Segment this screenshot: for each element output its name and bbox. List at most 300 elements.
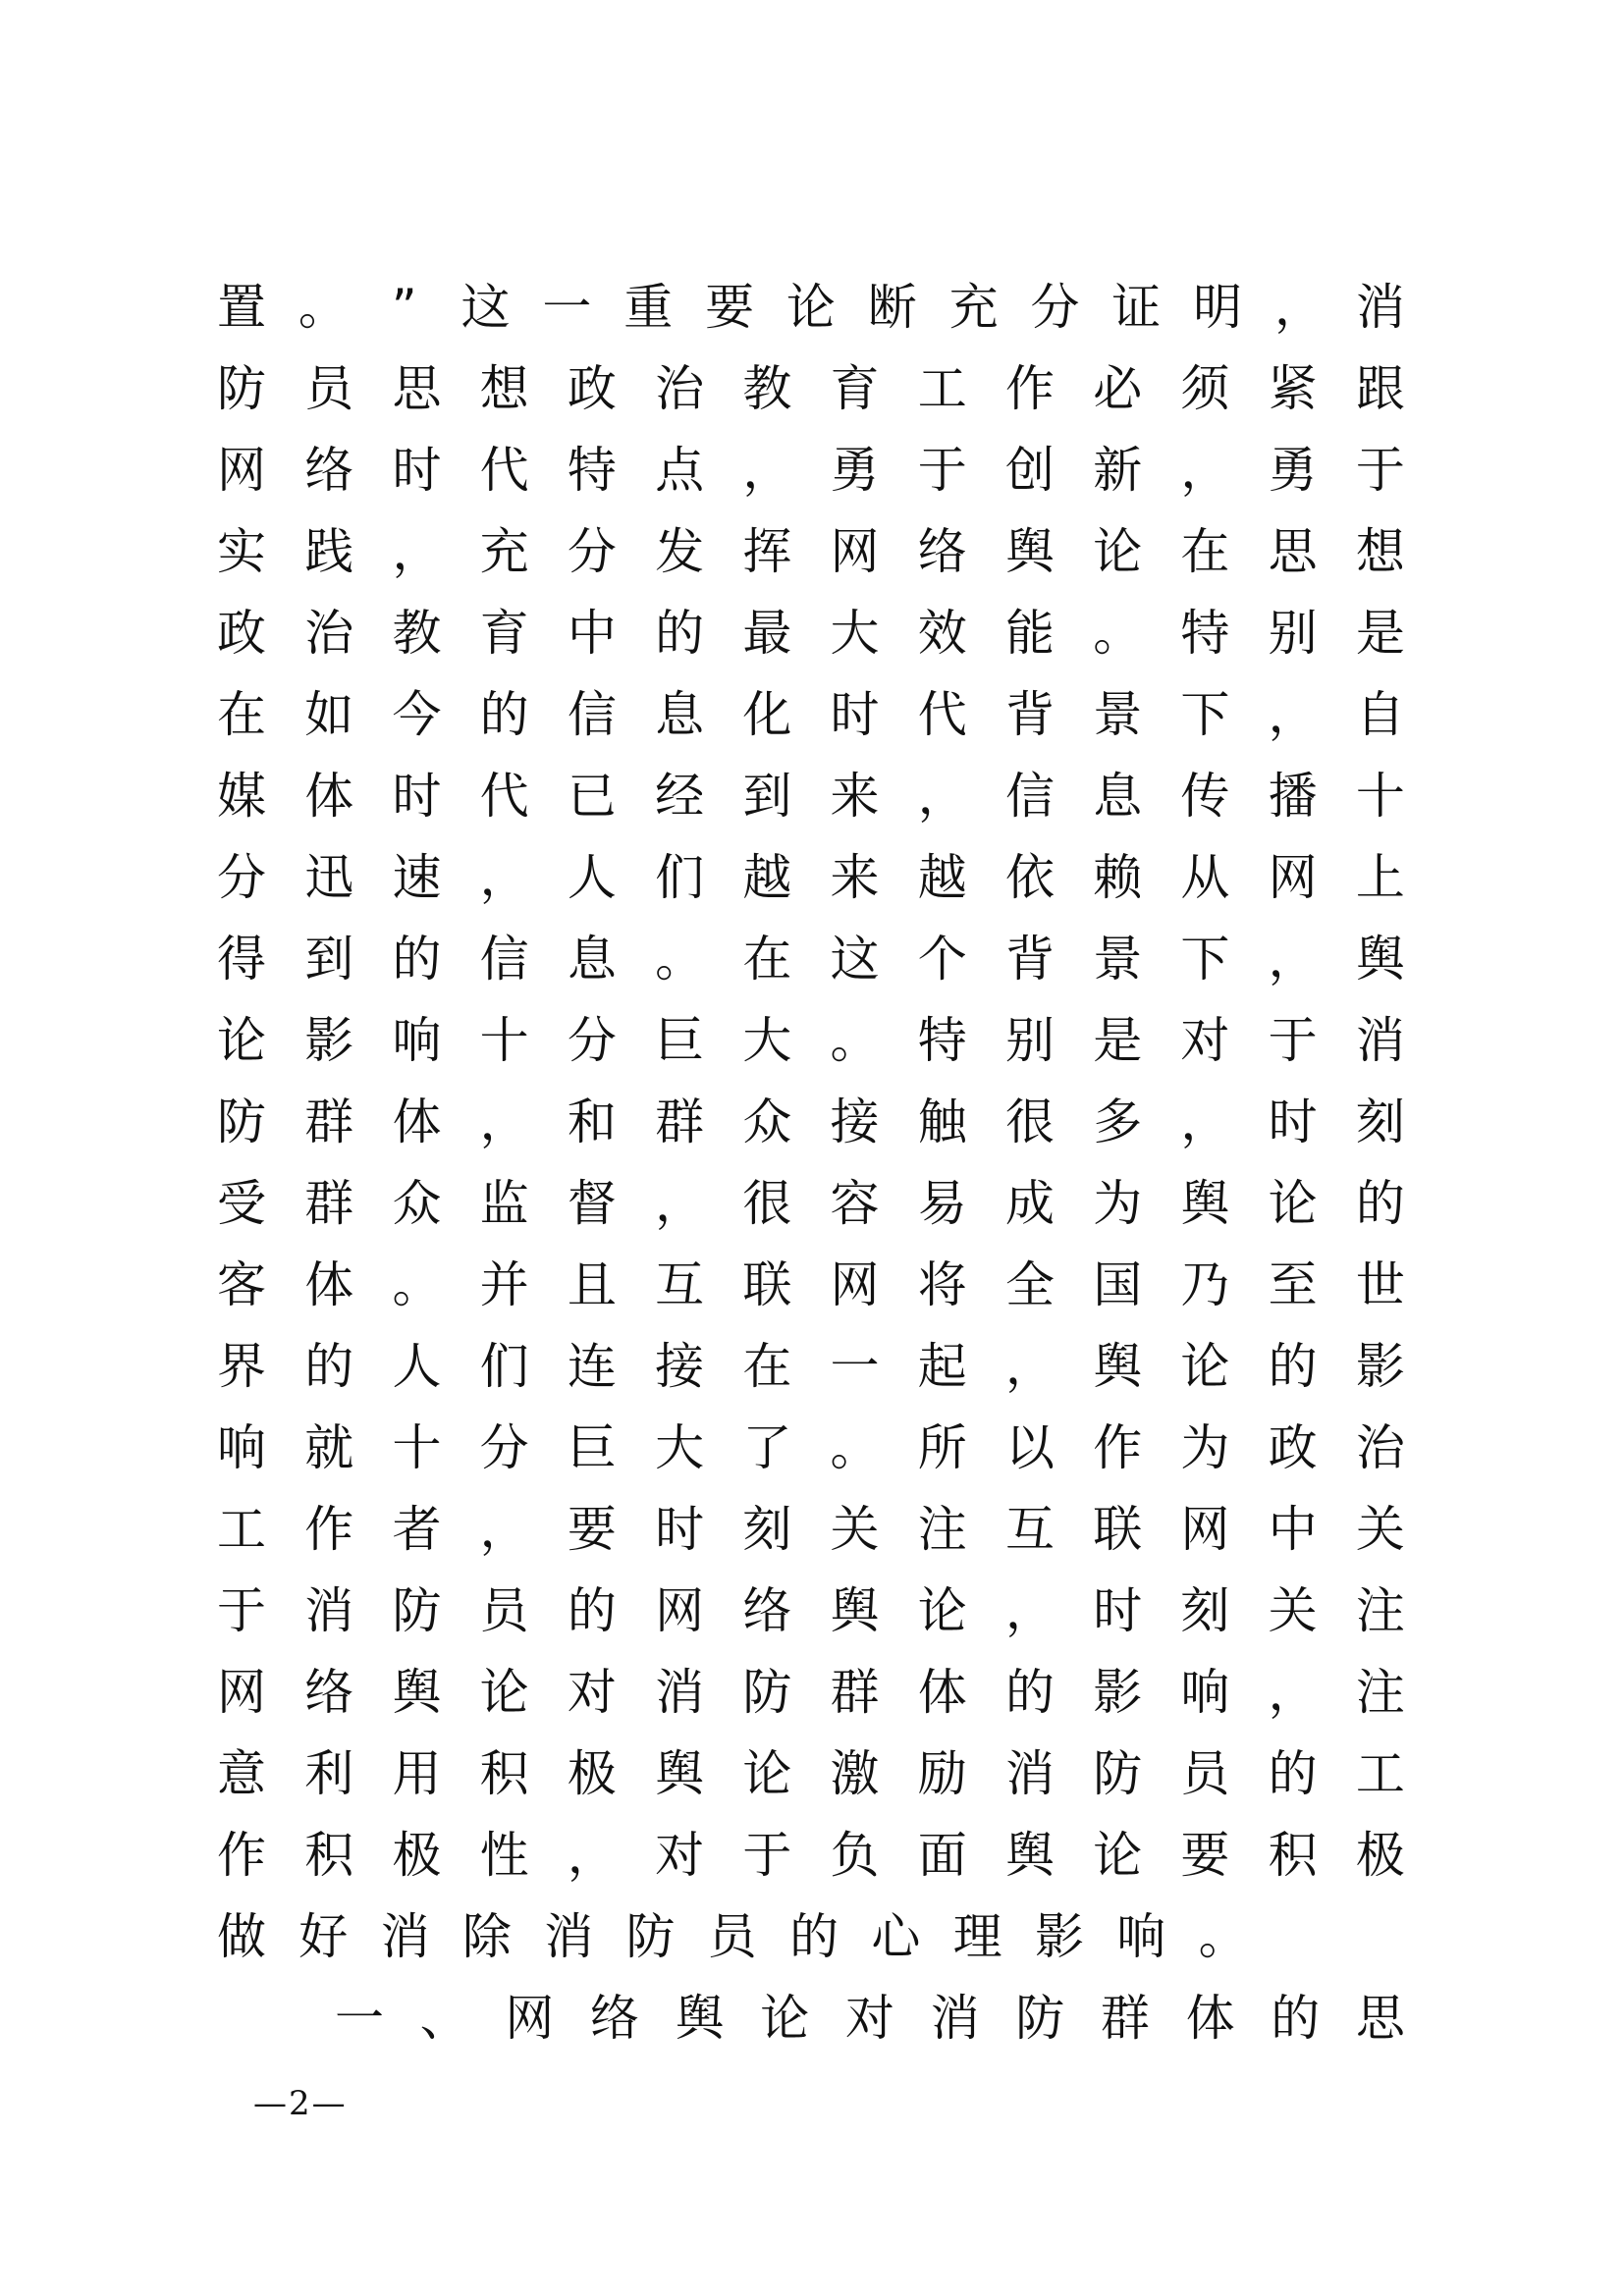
text-char: 越 — [917, 849, 967, 906]
text-char: 做 — [217, 1908, 266, 1965]
text-char: 消 — [1355, 1012, 1405, 1069]
text-char: 的 — [304, 1338, 354, 1395]
text-char: 极 — [392, 1827, 442, 1884]
text-char: 至 — [1268, 1256, 1318, 1313]
body-line — [214, 348, 1408, 430]
text-char: 体 — [304, 768, 354, 825]
body-line — [214, 511, 1408, 593]
text-char: 下 — [1180, 686, 1230, 743]
text-char: 断 — [867, 279, 917, 336]
text-char: 负 — [830, 1827, 880, 1884]
text-char: 容 — [830, 1175, 880, 1232]
text-char: 受 — [217, 1175, 266, 1232]
text-char: 网 — [217, 442, 266, 499]
text-char: 员 — [479, 1582, 529, 1639]
text-char: 要 — [705, 279, 755, 336]
text-char: 要 — [567, 1501, 617, 1558]
text-char: 育 — [830, 360, 880, 417]
text-char: 勇 — [830, 442, 880, 499]
text-char: 勇 — [1268, 442, 1318, 499]
text-char: 。 — [655, 931, 705, 988]
text-char: 这 — [830, 931, 880, 988]
text-char: 的 — [1271, 1990, 1321, 2047]
text-char: 络 — [589, 1990, 639, 2047]
text-char: 时 — [655, 1501, 705, 1558]
text-char: ， — [1273, 279, 1324, 336]
text-char: 督 — [567, 1175, 617, 1232]
text-char: 积 — [1268, 1827, 1318, 1884]
text-char: 舆 — [1180, 1175, 1230, 1232]
text-char: 创 — [1004, 442, 1055, 499]
text-char: 一 — [542, 279, 592, 336]
text-char: 网 — [655, 1582, 705, 1639]
text-char: 响 — [1180, 1664, 1230, 1721]
text-char: 全 — [1004, 1256, 1055, 1313]
text-char: 为 — [1093, 1175, 1143, 1232]
text-char: 络 — [304, 1664, 354, 1721]
page-number: —2— — [253, 2084, 348, 2123]
text-char: 大 — [655, 1419, 705, 1476]
text-char: 群 — [1100, 1990, 1150, 2047]
text-char: 关 — [1268, 1582, 1318, 1639]
text-char: 网 — [830, 1256, 880, 1313]
text-char: 影 — [304, 1012, 354, 1069]
text-char: 论 — [742, 1745, 792, 1802]
text-char: 们 — [479, 1338, 529, 1395]
text-char: 于 — [217, 1582, 266, 1639]
text-char: ， — [917, 768, 967, 825]
text-char: 来 — [830, 849, 880, 906]
text-char: 互 — [1004, 1501, 1055, 1558]
text-char: 个 — [917, 931, 967, 988]
text-char: 防 — [1015, 1990, 1065, 2047]
text-char: 以 — [1004, 1419, 1055, 1476]
text-char: 刻 — [742, 1501, 792, 1558]
text-char: ， — [1004, 1338, 1055, 1395]
text-char: 利 — [304, 1745, 354, 1802]
text-char: 这 — [460, 279, 511, 336]
text-char: 。 — [1198, 1908, 1248, 1965]
text-char: 分 — [567, 1012, 617, 1069]
text-char: 注 — [1355, 1582, 1405, 1639]
text-char: 治 — [655, 360, 705, 417]
section-heading — [214, 1978, 1408, 2059]
text-char: 除 — [461, 1908, 512, 1965]
text-char: ， — [1180, 442, 1230, 499]
text-char: 触 — [917, 1094, 967, 1150]
text-char: 治 — [304, 605, 354, 662]
text-char: 跟 — [1355, 360, 1405, 417]
text-char: 最 — [742, 605, 792, 662]
text-char: 人 — [567, 849, 617, 906]
text-char: 联 — [1093, 1501, 1143, 1558]
text-char: 舆 — [1004, 1827, 1055, 1884]
body-line — [214, 267, 1408, 348]
text-char: 防 — [392, 1582, 442, 1639]
text-char: 网 — [830, 523, 880, 580]
text-char: 界 — [217, 1338, 266, 1395]
body-line — [214, 1815, 1408, 1896]
text-char: 越 — [742, 849, 792, 906]
text-char: 群 — [304, 1094, 354, 1150]
text-char: 激 — [830, 1745, 880, 1802]
text-char: 是 — [1093, 1012, 1143, 1069]
text-char: 分 — [567, 523, 617, 580]
text-char: 巨 — [567, 1419, 617, 1476]
text-char: 背 — [1004, 931, 1055, 988]
text-char: 大 — [742, 1012, 792, 1069]
text-char: 如 — [304, 686, 354, 743]
text-char: 对 — [567, 1664, 617, 1721]
text-char: 群 — [655, 1094, 705, 1150]
text-char: 人 — [392, 1338, 442, 1395]
text-char: ， — [392, 523, 442, 580]
text-char: 舆 — [655, 1745, 705, 1802]
text-char: 须 — [1180, 360, 1230, 417]
text-char: 。 — [830, 1419, 880, 1476]
text-char: ， — [1180, 1094, 1230, 1150]
text-char: 想 — [1355, 523, 1405, 580]
text-char: 时 — [392, 768, 442, 825]
text-char: 作 — [1004, 360, 1055, 417]
text-char: 一 — [335, 1990, 384, 2047]
text-char: 体 — [1185, 1990, 1235, 2047]
text-char: 育 — [479, 605, 529, 662]
text-char: 论 — [785, 279, 836, 336]
text-char: 政 — [217, 605, 266, 662]
text-char: 多 — [1093, 1094, 1143, 1150]
text-char: 时 — [1093, 1582, 1143, 1639]
text-char: 了 — [742, 1419, 792, 1476]
text-char: 依 — [1004, 849, 1055, 906]
text-char: 的 — [789, 1908, 839, 1965]
text-char: 的 — [392, 931, 442, 988]
text-char: 十 — [392, 1419, 442, 1476]
text-char: 论 — [1093, 523, 1143, 580]
text-char: 息 — [567, 931, 617, 988]
text-char: 网 — [217, 1664, 266, 1721]
text-char: 分 — [217, 849, 266, 906]
text-char: 的 — [479, 686, 529, 743]
text-char: 置 — [217, 279, 266, 336]
text-char: 时 — [392, 442, 442, 499]
text-char: 响 — [217, 1419, 266, 1476]
text-char: 在 — [742, 1338, 792, 1395]
text-char: 是 — [1355, 605, 1405, 662]
text-char: 时 — [1268, 1094, 1318, 1150]
text-char: 积 — [304, 1827, 354, 1884]
text-char: 工 — [1355, 1745, 1405, 1802]
text-char: 对 — [655, 1827, 705, 1884]
body-line — [214, 1571, 1408, 1652]
text-char: 景 — [1093, 686, 1143, 743]
text-char: 自 — [1355, 686, 1405, 743]
text-char: 络 — [917, 523, 967, 580]
text-char: 络 — [304, 442, 354, 499]
text-char: 论 — [760, 1990, 810, 2047]
text-char: 成 — [1004, 1175, 1055, 1232]
text-char: 要 — [1180, 1827, 1230, 1884]
text-char: 员 — [1180, 1745, 1230, 1802]
text-char: 下 — [1180, 931, 1230, 988]
text-char: 消 — [304, 1582, 354, 1639]
text-char: 重 — [623, 279, 674, 336]
text-char: 于 — [1268, 1012, 1318, 1069]
text-char: 政 — [567, 360, 617, 417]
text-char: 所 — [917, 1419, 967, 1476]
text-char: 防 — [217, 360, 266, 417]
text-char: 能 — [1004, 605, 1055, 662]
text-char: 信 — [1004, 768, 1055, 825]
text-char: 息 — [1093, 768, 1143, 825]
body-line — [214, 593, 1408, 674]
text-char: 论 — [1093, 1827, 1143, 1884]
body-line — [214, 1896, 1408, 1978]
text-char: 用 — [392, 1745, 442, 1802]
text-char: ， — [1268, 686, 1318, 743]
text-char: 想 — [479, 360, 529, 417]
text-char: 监 — [479, 1175, 529, 1232]
text-char: 并 — [479, 1256, 529, 1313]
text-char: 注 — [917, 1501, 967, 1558]
text-char: 就 — [304, 1419, 354, 1476]
body-line — [214, 1082, 1408, 1163]
text-char: 分 — [1030, 279, 1080, 336]
text-char: 乃 — [1180, 1256, 1230, 1313]
text-char: 员 — [707, 1908, 757, 1965]
text-char: 和 — [567, 1094, 617, 1150]
text-char: 的 — [655, 605, 705, 662]
text-char: 影 — [1093, 1664, 1143, 1721]
text-char: 防 — [1093, 1745, 1143, 1802]
text-char: 一 — [830, 1338, 880, 1395]
body-text — [214, 267, 1408, 2059]
text-char: 背 — [1004, 686, 1055, 743]
text-char: 教 — [392, 605, 442, 662]
text-char: 从 — [1180, 849, 1230, 906]
text-char: ， — [742, 442, 792, 499]
text-char: 众 — [392, 1175, 442, 1232]
body-line — [214, 1652, 1408, 1734]
text-char: 舆 — [830, 1582, 880, 1639]
text-char: 政 — [1268, 1419, 1318, 1476]
body-line — [214, 1734, 1408, 1815]
body-line — [214, 1000, 1408, 1082]
text-char: 实 — [217, 523, 266, 580]
text-char: ” — [391, 279, 417, 336]
text-char: 别 — [1268, 605, 1318, 662]
text-char: 在 — [217, 686, 266, 743]
text-char: 消 — [1355, 279, 1405, 336]
text-char: 中 — [567, 605, 617, 662]
text-char: 巨 — [655, 1012, 705, 1069]
text-char: 紧 — [1268, 360, 1318, 417]
body-line — [214, 1326, 1408, 1408]
text-char: 关 — [1355, 1501, 1405, 1558]
text-char: 极 — [1355, 1827, 1405, 1884]
text-char: 面 — [917, 1827, 967, 1884]
text-char: 联 — [742, 1256, 792, 1313]
text-char: 很 — [742, 1175, 792, 1232]
text-char: 论 — [1180, 1338, 1230, 1395]
text-char: 来 — [830, 768, 880, 825]
text-char: 防 — [217, 1094, 266, 1150]
text-char: 新 — [1093, 442, 1143, 499]
text-char: 世 — [1355, 1256, 1405, 1313]
text-char: 且 — [567, 1256, 617, 1313]
text-char: 好 — [298, 1908, 349, 1965]
text-char: 响 — [392, 1012, 442, 1069]
text-char: 证 — [1111, 279, 1162, 336]
text-char: 践 — [304, 523, 354, 580]
text-char: 播 — [1268, 768, 1318, 825]
text-char: 论 — [1268, 1175, 1318, 1232]
text-char: 励 — [917, 1745, 967, 1802]
text-char: 信 — [479, 931, 529, 988]
text-char: 影 — [1355, 1338, 1405, 1395]
text-char: 到 — [304, 931, 354, 988]
text-char: 传 — [1180, 768, 1230, 825]
text-char: 效 — [917, 605, 967, 662]
text-char: 舆 — [1093, 1338, 1143, 1395]
text-char: 点 — [655, 442, 705, 499]
text-char: ， — [479, 1094, 529, 1150]
text-char: 消 — [655, 1664, 705, 1721]
text-char: 特 — [1180, 605, 1230, 662]
text-char: 的 — [1268, 1745, 1318, 1802]
text-char: 十 — [479, 1012, 529, 1069]
text-char: 息 — [655, 686, 705, 743]
text-char: 赖 — [1093, 849, 1143, 906]
text-char: 刻 — [1180, 1582, 1230, 1639]
body-line — [214, 1163, 1408, 1245]
text-char: 刻 — [1355, 1094, 1405, 1150]
text-char: 迅 — [304, 849, 354, 906]
text-char: 思 — [392, 360, 442, 417]
text-char: 工 — [917, 360, 967, 417]
text-char: 特 — [567, 442, 617, 499]
text-char: 理 — [952, 1908, 1002, 1965]
text-char: 于 — [742, 1827, 792, 1884]
text-char: 国 — [1093, 1256, 1143, 1313]
text-char: 起 — [917, 1338, 967, 1395]
text-char: 已 — [567, 768, 617, 825]
text-char: 充 — [948, 279, 999, 336]
text-char: 作 — [304, 1501, 354, 1558]
text-char: 于 — [1355, 442, 1405, 499]
text-char: 影 — [1034, 1908, 1084, 1965]
text-char: 教 — [742, 360, 792, 417]
text-char: 舆 — [675, 1990, 725, 2047]
text-char: 别 — [1004, 1012, 1055, 1069]
text-char: 。 — [392, 1256, 442, 1313]
text-char: 论 — [917, 1582, 967, 1639]
text-char: 论 — [217, 1012, 266, 1069]
text-char: 。 — [298, 279, 348, 336]
text-char: 在 — [1180, 523, 1230, 580]
text-char: 十 — [1355, 768, 1405, 825]
text-char: 挥 — [742, 523, 792, 580]
text-char: 论 — [479, 1664, 529, 1721]
text-char: 网 — [1180, 1501, 1230, 1558]
text-char: 网 — [1268, 849, 1318, 906]
text-char: ， — [1004, 1582, 1055, 1639]
text-char: 体 — [917, 1664, 967, 1721]
text-char: 代 — [479, 768, 529, 825]
text-char: 、 — [419, 1990, 469, 2047]
text-char: 于 — [917, 442, 967, 499]
text-char: 到 — [742, 768, 792, 825]
text-char: 体 — [304, 1256, 354, 1313]
text-char: 今 — [392, 686, 442, 743]
text-char: 消 — [380, 1908, 430, 1965]
text-char: 的 — [1004, 1664, 1055, 1721]
text-char: 连 — [567, 1338, 617, 1395]
text-char: 中 — [1268, 1501, 1318, 1558]
text-char: 响 — [1116, 1908, 1166, 1965]
text-char: ， — [567, 1827, 617, 1884]
body-line — [214, 430, 1408, 511]
text-char: 众 — [742, 1094, 792, 1150]
text-char: 消 — [930, 1990, 980, 2047]
text-char: 心 — [871, 1908, 921, 1965]
text-char: 作 — [217, 1827, 266, 1884]
text-char: 发 — [655, 523, 705, 580]
text-char: 很 — [1004, 1094, 1055, 1150]
text-char: 。 — [830, 1012, 880, 1069]
body-line — [214, 837, 1408, 919]
text-char: 治 — [1355, 1419, 1405, 1476]
text-char: 化 — [742, 686, 792, 743]
text-char: 媒 — [217, 768, 266, 825]
text-char: 群 — [304, 1175, 354, 1232]
text-char: 思 — [1268, 523, 1318, 580]
text-char: 工 — [217, 1501, 266, 1558]
text-char: 网 — [505, 1990, 555, 2047]
text-char: 消 — [1004, 1745, 1055, 1802]
text-char: 极 — [567, 1745, 617, 1802]
text-char: 的 — [1355, 1175, 1405, 1232]
text-char: 明 — [1193, 279, 1243, 336]
text-char: 景 — [1093, 931, 1143, 988]
text-char: 们 — [655, 849, 705, 906]
body-line — [214, 756, 1408, 837]
text-char: 易 — [917, 1175, 967, 1232]
text-char: 在 — [742, 931, 792, 988]
body-line — [214, 1408, 1408, 1489]
text-char: 防 — [742, 1664, 792, 1721]
text-char: 时 — [830, 686, 880, 743]
text-char: 特 — [917, 1012, 967, 1069]
text-char: 思 — [1355, 1990, 1405, 2047]
text-char: 舆 — [392, 1664, 442, 1721]
text-char: ， — [479, 849, 529, 906]
text-char: 为 — [1180, 1419, 1230, 1476]
body-line — [214, 1489, 1408, 1571]
text-char: 大 — [830, 605, 880, 662]
text-char: 舆 — [1355, 931, 1405, 988]
text-char: 。 — [1093, 605, 1143, 662]
text-char: 充 — [479, 523, 529, 580]
text-char: 体 — [392, 1094, 442, 1150]
text-char: 舆 — [1004, 523, 1055, 580]
text-char: 员 — [304, 360, 354, 417]
text-char: 将 — [917, 1256, 967, 1313]
text-char: 上 — [1355, 849, 1405, 906]
text-char: ， — [1268, 1664, 1318, 1721]
text-char: 意 — [217, 1745, 266, 1802]
text-char: 经 — [655, 768, 705, 825]
